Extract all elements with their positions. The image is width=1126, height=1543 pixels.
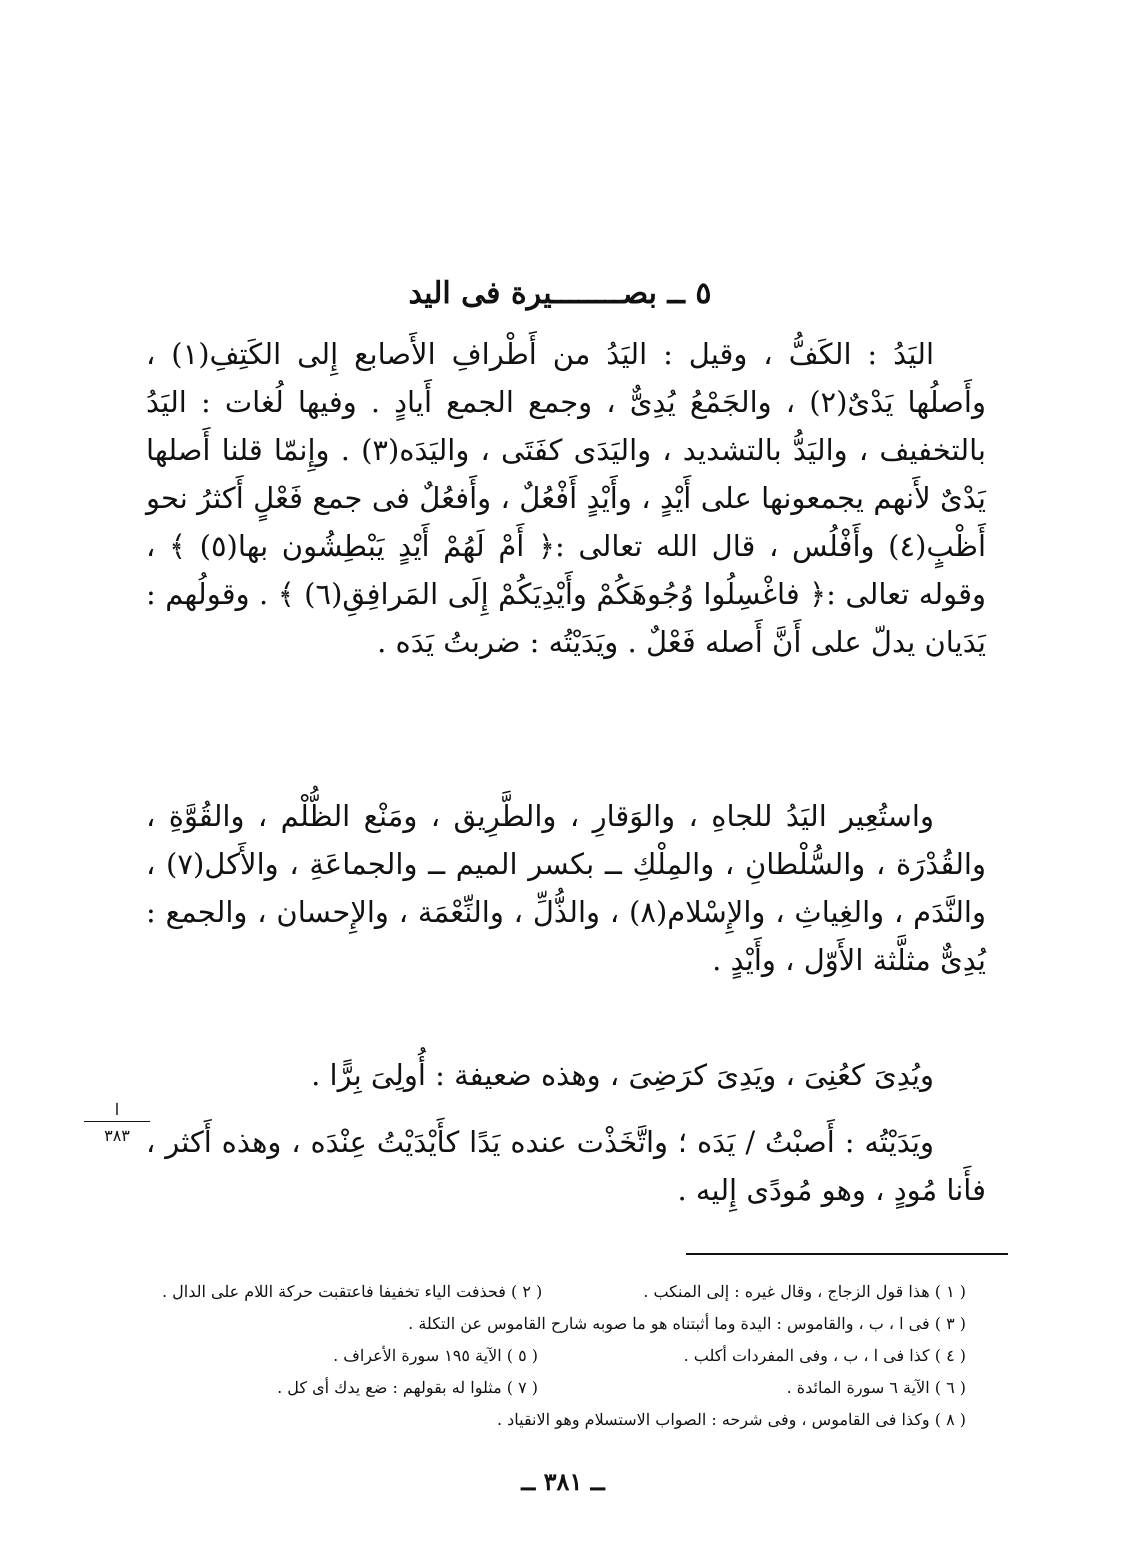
footnote-7: ( ٧ ) مثلوا له بقولهم : ضع يدك أى كل .	[277, 1378, 538, 1397]
footnote-4: ( ٤ ) كذا فى ا ، ب ، وفى المفردات أكلب .	[683, 1346, 966, 1365]
section-heading: ٥ ــ بصــــــــيرة فى اليد	[408, 276, 712, 311]
footnote-1: ( ١ ) هذا قول الزجاج ، وقال غيره : إلى المنكب .	[643, 1282, 966, 1301]
footnote-8: ( ٨ ) وكذا فى القاموس ، وفى شرحه : الصواب الاستسلام وهو الانقياد .	[496, 1410, 966, 1429]
footnote-row	[166, 1372, 966, 1404]
folio-note-number: ٣٨٣	[104, 1126, 130, 1145]
paragraph-metaphoric-uses: واستُعِير اليَدُ للجاهِ ، والوَقارِ ، والطَّرِيق ، ومَنْع الظُّلْم ، والقُوَّةِ ، والقُدْرَة ، والسُّلْطانِ ، والمِلْكِ ــ بكسر الميم ــ والجماعَةِ ، والأَكل(٧) ، والنَّدَم ، والغِياثِ ، والإِسْلام(٨) ، والذُّلِّ ، والنِّعْمَة ، والإِحسان ، والجمع : يُدِىٌّ مثلَّثة الأَوّل ، وأَيْدٍ .	[146, 799, 986, 977]
footnote-row	[161, 1276, 966, 1308]
paragraph-definition: اليَدُ : الكَفُّ ، وقيل : اليَدُ من أَطْرافِ الأَصابع إِلى الكَتِفِ(١) ، وأَصلُها يَدْىٌ(٢) ، والجَمْعُ يُدِىٌّ ، وجمع الجمع أَيادٍ . وفيها لُغات : اليَدُ بالتخفيف ، واليَدُّ بالتشديد ، واليَدَى كفَتَى ، واليَدَه(٣) . وإِنمّا قلنا أَصلها يَدْىٌ لأَنهم يجمعونها على أَيْدٍ ، وأَيْدٍ أَفْعُلٌ ، وأَفعُلٌ فى جمع فَعْلٍ أَكثرُ نحو أَظْبٍ(٤) وأَفْلُس ، قال الله تعالى :﴿ أَمْ لَهُمْ أَيْدٍ يَبْطِشُون بها(٥) ﴾ ، وقوله تعالى :﴿ فاغْسِلُوا وُجُوهَكُمْ وأَيْدِيَكُمْ إِلَى المَرافِقِ(٦) ﴾ . وقولُهم : يَدَيان يدلّ على أَنَّ أَصله فَعْلٌ . ويَدَيْتُه : ضربتُ يَدَه .	[146, 337, 987, 659]
page-number: ــ ٣٨١ ــ	[521, 1467, 605, 1496]
folio-note-top: ا	[84, 1100, 150, 1122]
footnote-row	[166, 1308, 966, 1340]
footnote-6: ( ٦ ) الآية ٦ سورة المائدة .	[786, 1378, 966, 1397]
footnote-3: ( ٣ ) فى ا ، ب ، والقاموس : اليدة وما أثبتناه هو ما صوبه شارح القاموس عن التكلة .	[408, 1314, 966, 1333]
footnotes	[161, 1276, 966, 1436]
paragraph-yadaytuh: ويَدَيْتُه : أَصبْتُ / يَدَه ؛ واتَّخَذْت عنده يَدًا كأَيْدَيْتُ عِنْدَه ، وهذه أَكثر ، فأَنا مُودٍ ، وهو مُودًى إِليه .	[146, 1125, 986, 1207]
footnote-row	[166, 1340, 966, 1372]
footnote-divider	[686, 1253, 1008, 1255]
manuscript-folio-note	[84, 1100, 150, 1145]
footnote-row	[166, 1404, 966, 1436]
paragraph-verb-forms: ويُدِىَ كعُنِىَ ، ويَدِىَ كرَضِىَ ، وهذه ضعيفة : أُولِىَ بِرًّا .	[311, 1058, 934, 1092]
footnote-5: ( ٥ ) الآية ١٩٥ سورة الأعراف .	[333, 1346, 538, 1365]
footnote-2: ( ٢ ) فحذفت الياء تخفيفا فاعتقبت حركة اللام على الدال .	[161, 1282, 543, 1301]
